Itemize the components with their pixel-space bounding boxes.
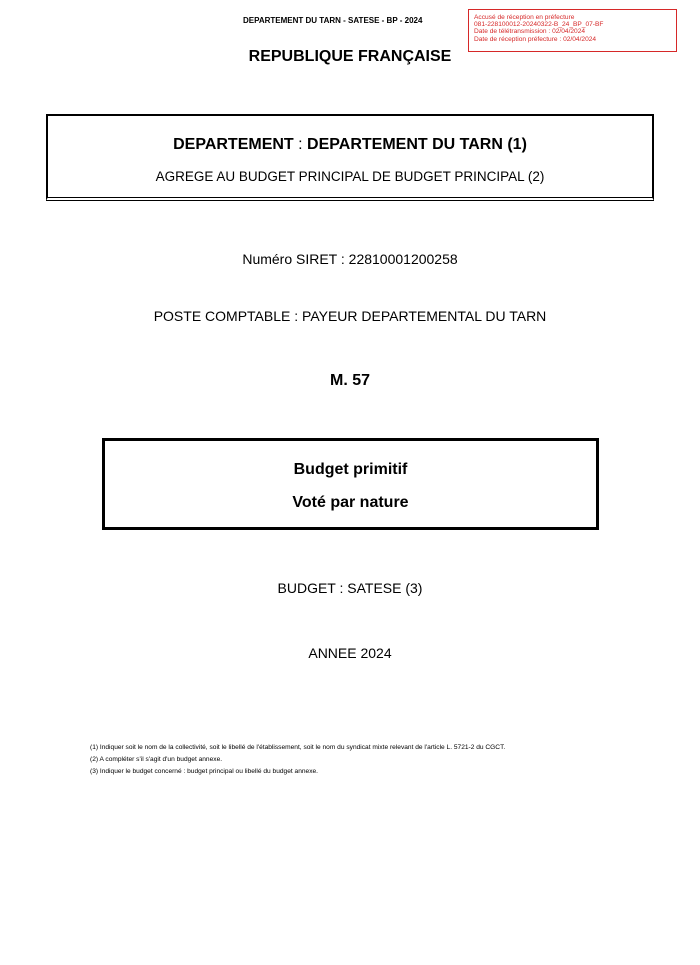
department-label: DEPARTEMENT [173,136,294,153]
document-header: DEPARTEMENT DU TARN - SATESE - BP - 2024 [243,16,423,25]
stamp-line: Accusé de réception en préfecture [474,14,575,21]
stamp-line: 081-228100012-20240322-B_24_BP_07-BF [474,21,604,29]
poste-comptable: POSTE COMPTABLE : PAYEUR DEPARTEMENTAL DU TARN [153,308,547,324]
budget-year: ANNEE 2024 [308,645,392,661]
footnotes [90,742,505,778]
budget-type-box [102,438,599,530]
department-value: DEPARTEMENT DU TARN (1) [307,136,527,153]
stamp-line: Date de réception préfecture : 02/04/2024 [474,35,597,43]
nomenclature: M. 57 [329,372,370,389]
stamp-line: Date de télétransmission : 02/04/2024 [474,28,586,36]
reception-stamp [468,9,677,52]
siret-number: Numéro SIRET : 22810001200258 [242,251,458,267]
department-box [46,114,654,201]
department-separator: : [293,136,308,153]
budget-name: BUDGET : SATESE (3) [277,580,423,596]
footnote: (1) Indiquer soit le nom de la collectivité, soit le libellé de l'établissement, soit le nom du syndicat mixte relevant de l'article L. 5721-2 du CGCT. [90,744,506,751]
department-subtitle: AGREGE AU BUDGET PRINCIPAL DE BUDGET PRINCIPAL (2) [155,169,545,184]
vote-mode: Voté par nature [292,494,409,511]
footnote: (2) A compléter s'il s'agit d'un budget annexe. [90,756,223,763]
footnote: (3) Indiquer le budget concerné : budget principal ou libellé du budget annexe. [90,768,319,775]
page-title: REPUBLIQUE FRANÇAISE [248,48,452,65]
department-title [48,136,652,154]
budget-type: Budget primitif [293,461,408,478]
